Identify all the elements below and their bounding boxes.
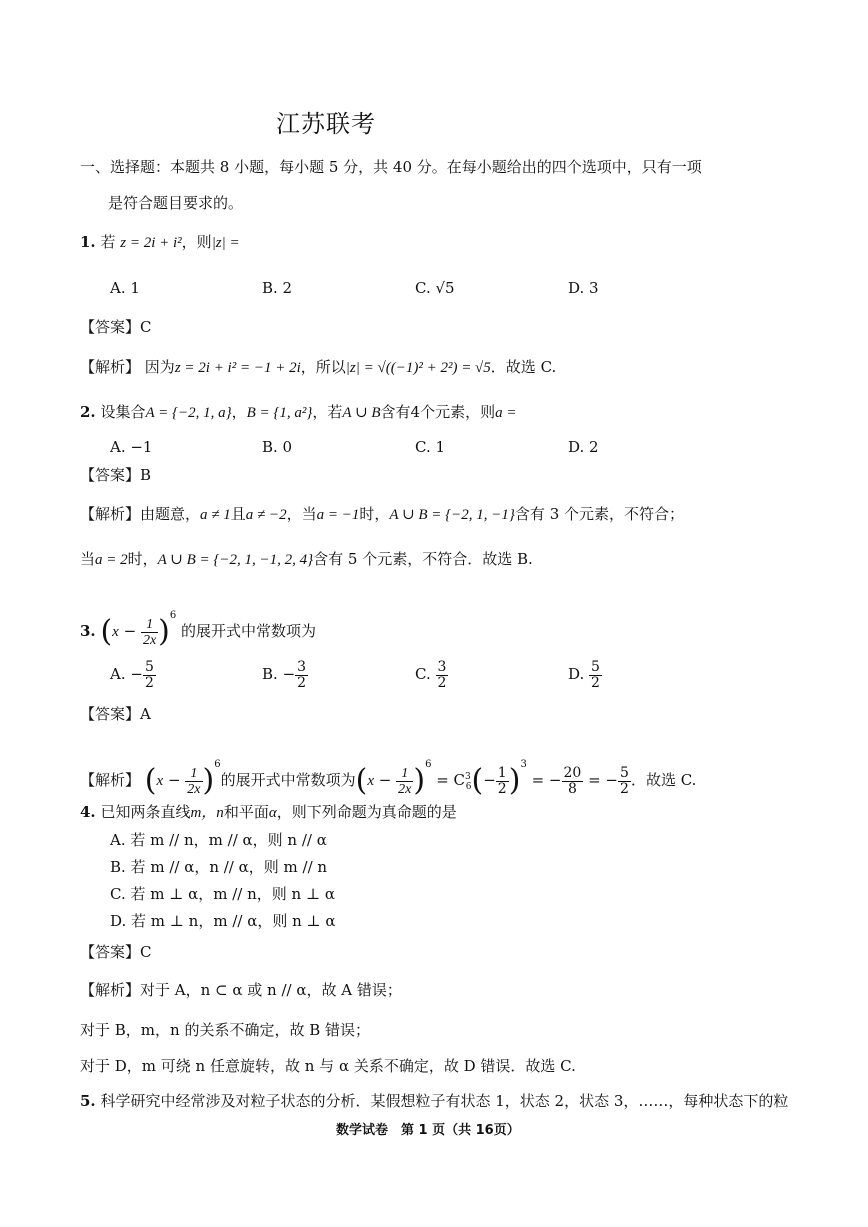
option-b: B. 2 <box>262 279 293 297</box>
analysis-text: ．故选 C. <box>630 771 697 789</box>
answer-label: 【答案】 <box>80 318 141 336</box>
question-number: 1. <box>80 233 96 251</box>
answer-line <box>80 942 152 962</box>
math-expression: a = 2 <box>95 552 128 568</box>
math-expression: a = <box>495 405 517 421</box>
option-d: D. 2 <box>568 438 599 456</box>
math-expression: α <box>268 805 277 821</box>
analysis-text: 对于 A，n ⊂ α 或 n // α，故 A 错误； <box>140 981 402 999</box>
math-expression: |z| = √((−1)² + 2²) = √5 <box>345 360 491 376</box>
option-label: B. <box>262 665 278 683</box>
option-fraction <box>143 660 156 691</box>
numerator: 5 <box>591 658 600 675</box>
exponent: 3 <box>465 772 471 782</box>
analysis-line <box>80 980 402 1000</box>
option-a: A. 若 m // n，m // α，则 n // α <box>110 831 327 849</box>
question-1-stem <box>80 232 240 253</box>
option-a <box>110 656 156 692</box>
question-number: 4. <box>80 803 96 821</box>
math-expression: A ∪ B <box>342 405 381 421</box>
analysis-text: 时， <box>359 505 390 523</box>
math-var: x <box>367 773 375 789</box>
math-var: x <box>112 624 119 640</box>
option-a: A. −1 <box>110 438 153 456</box>
option-b: B. 若 m // α，n // α，则 m // n <box>110 858 328 876</box>
analysis-label: 【解析】 <box>80 771 141 789</box>
exponent: 6 <box>214 759 221 770</box>
answer-line <box>80 317 152 337</box>
option-c: C. √5 <box>415 279 455 297</box>
analysis-line: 对于 D，m 可绕 n 任意旋转，故 n 与 α 关系不确定，故 D 错误．故选 C. <box>80 1057 576 1075</box>
answer-label: 【答案】 <box>80 466 141 484</box>
exponent: 3 <box>520 759 527 770</box>
math-fraction: $\frac{1}{2x}$ <box>187 765 201 797</box>
numerator: 5 <box>144 658 154 675</box>
answer-label: 【答案】 <box>80 943 141 961</box>
analysis-line <box>80 357 556 378</box>
analysis-text: ．故选 C. <box>490 358 557 376</box>
analysis-text: 因为 <box>144 358 175 376</box>
option-d: D. 若 m ⊥ n，m // α，则 n ⊥ α <box>110 912 336 930</box>
answer-value: B <box>140 466 152 484</box>
math-expression: a = −1 <box>316 507 360 523</box>
analysis-text: ，当 <box>286 505 317 523</box>
option-b: B. 0 <box>262 438 293 456</box>
exponent: 6 <box>169 610 177 621</box>
denominator: 2 <box>591 674 600 691</box>
stem-text: 设集合 <box>100 403 146 421</box>
subscript: 6 <box>465 782 472 792</box>
section-heading-cont: 是符合题目要求的。 <box>108 194 244 212</box>
analysis-text: 的展开式中常数项为 <box>220 771 356 789</box>
option-fraction <box>589 660 602 691</box>
answer-value: C <box>140 943 152 961</box>
analysis-text: 含有 3 个元素，不符合； <box>514 505 685 523</box>
stem-text: 含有4个元素，则 <box>380 403 496 421</box>
paren-left: ( <box>471 763 484 798</box>
math-expression: a ≠ 1 <box>200 507 231 523</box>
option-d <box>568 656 602 692</box>
analysis-text: 时， <box>127 550 158 568</box>
analysis-line: 【解析】 (x − $\frac{1}{2x}$ )$^6$的展开式中常数项为(x − $\frac{1}{2x}$ )$^6 = C^3_6(-$ $\frac{1}{2}$ )$^3$ = − $\frac{20}{8}$ = − $\frac{5}{2}$ ．故选 C. <box>80 759 697 798</box>
analysis-label: 【解析】 <box>80 358 141 376</box>
stem-text: ，若 <box>312 403 343 421</box>
analysis-text: ，所以 <box>300 358 346 376</box>
math-fraction: $\frac{1}{2}$ <box>497 764 507 797</box>
math-expression: A ∪ B = {−2, 1, −1, 2, 4} <box>157 552 314 568</box>
math-expression: A ∪ B = {−2, 1, −1} <box>389 507 515 523</box>
option-label: D. <box>568 665 585 683</box>
analysis-text: 当 <box>80 550 96 568</box>
denominator: 2 <box>437 674 447 691</box>
option-sign: − <box>282 665 296 683</box>
option-c: C. 若 m ⊥ α，m // n，则 n ⊥ α <box>110 885 335 903</box>
analysis-text: 且 <box>230 505 246 523</box>
question-5-stem <box>80 1091 788 1111</box>
analysis-label: 【解析】 <box>80 981 141 999</box>
paren-right: ) <box>508 763 521 798</box>
section-heading: 一、选择题：本题共 8 小题，每小题 5 分，共 40 分。在每小题给出的四个选项中，只有一项 <box>80 158 702 176</box>
answer-line <box>80 465 151 485</box>
math-expression: a ≠ −2 <box>245 507 287 523</box>
math-expression: m，n <box>190 805 224 821</box>
math-fraction: $\frac{1}{2x}$ <box>142 616 157 648</box>
option-label: C. <box>415 665 431 683</box>
option-sign: − <box>130 665 143 683</box>
option-a: A. 1 <box>110 279 140 297</box>
numerator: 3 <box>297 658 307 675</box>
stem-text: ，则下列命题为真命题的是 <box>276 803 457 821</box>
math-fraction: $\frac{20}{8}$ <box>563 764 582 797</box>
math-expression: |z| = <box>211 235 240 251</box>
stem-text: 科学研究中经常涉及对粒子状态的分析．某假想粒子有状态 1，状态 2，状态 3，……，每种状态下的粒 <box>100 1092 789 1110</box>
option-c <box>415 656 448 692</box>
option-c: C. 1 <box>415 438 446 456</box>
paren-left: ( <box>100 614 113 649</box>
question-4-stem <box>80 802 457 823</box>
page-footer: 数学试卷 第 1 页（共 16页） <box>336 1123 520 1138</box>
math-expression: z = 2i + i² = −1 + 2i <box>174 360 301 376</box>
stem-text: 已知两条直线 <box>100 803 191 821</box>
math-expression: A = {−2, 1, a} <box>145 405 232 421</box>
paren-left: ( <box>144 763 157 798</box>
answer-value: C <box>140 318 152 336</box>
numerator: 3 <box>437 658 447 675</box>
option-label: A. <box>110 665 126 683</box>
math-var: x <box>156 773 164 789</box>
stem-text: 的展开式中常数项为 <box>181 622 317 640</box>
analysis-line: 对于 B，m，n 的关系不确定，故 B 错误； <box>80 1021 371 1039</box>
math-fraction: $\frac{5}{2}$ <box>620 764 629 797</box>
answer-label: 【答案】 <box>80 705 141 723</box>
analysis-label: 【解析】 <box>80 505 141 523</box>
denominator: 2 <box>144 674 154 691</box>
option-d: D. 3 <box>568 279 599 297</box>
paren-right: ) <box>158 614 170 649</box>
question-number: 2. <box>80 403 96 421</box>
question-number: 5. <box>80 1092 96 1110</box>
answer-line <box>80 704 151 724</box>
page-title: 江苏联考 <box>276 110 376 138</box>
analysis-text: 由题意， <box>140 505 201 523</box>
question-number: 3. <box>80 622 96 640</box>
paren-right: ) <box>413 763 426 798</box>
analysis-text: 含有 5 个元素，不符合．故选 B. <box>313 550 533 568</box>
question-3-stem: 3. (x − $\frac{1}{2x}$ )$^6$ 的展开式中常数项为 <box>80 610 317 649</box>
analysis-line <box>80 549 533 570</box>
stem-text: ，则 <box>181 233 212 251</box>
option-fraction <box>436 660 449 691</box>
option-fraction <box>295 660 308 691</box>
analysis-line <box>80 504 684 525</box>
paren-right: ) <box>202 763 215 798</box>
math-expression: z = 2i + i² <box>120 235 182 251</box>
stem-text: 和平面 <box>223 803 269 821</box>
denominator: 2 <box>297 674 307 691</box>
math-fraction: $\frac{1}{2x}$ <box>398 765 412 797</box>
exponent: 6 <box>425 759 432 770</box>
answer-value: A <box>140 705 151 723</box>
stem-text: 若 <box>100 233 116 251</box>
math-expression: B = {1, a²} <box>246 405 313 421</box>
option-b <box>262 656 308 692</box>
paren-left: ( <box>355 763 368 798</box>
question-2-stem: 2. 设集合A = {−2, 1, a}，B = {1, a²}，若A ∪ B含有4个元素，则a = <box>80 403 517 421</box>
